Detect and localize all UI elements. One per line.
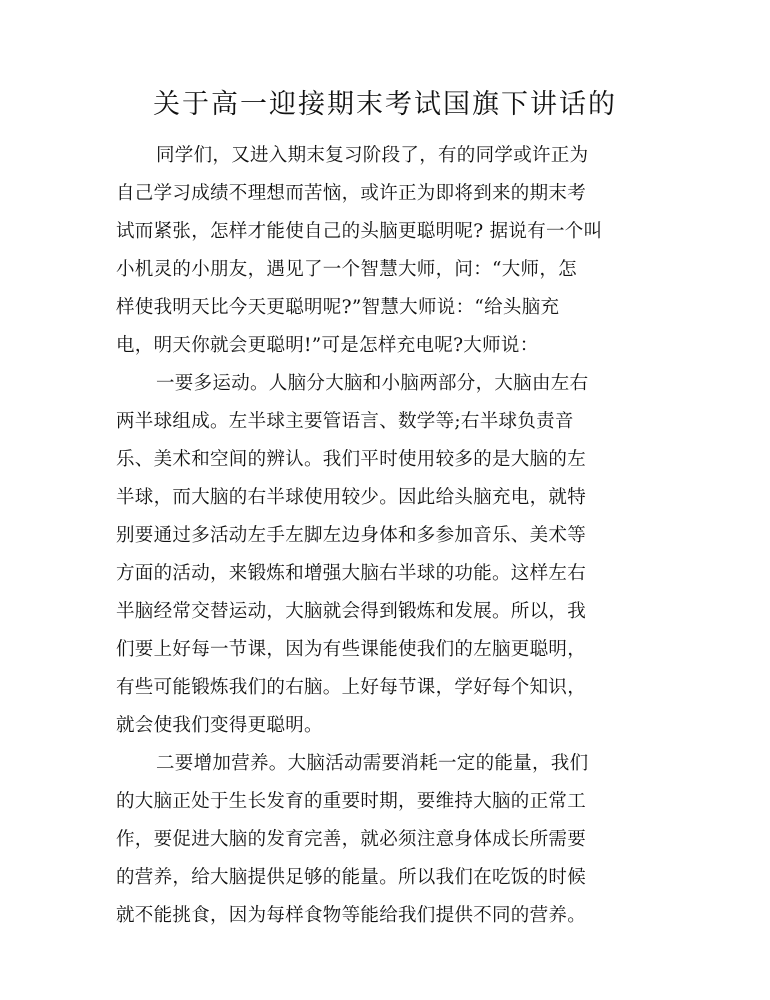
paragraph-nutrition bbox=[116, 745, 661, 935]
text-line: 有些可能锻炼我们的右脑。上好每节课，学好每个知识， bbox=[116, 677, 587, 698]
paragraph-exercise bbox=[116, 365, 661, 745]
text-line: 样使我明天比今天更聪明呢?”智慧大师说：“给头脑充 bbox=[116, 297, 560, 318]
text-line: 半脑经常交替运动，大脑就会得到锻炼和发展。所以，我 bbox=[116, 601, 587, 622]
text-line: 就会使我们变得更聪明。 bbox=[116, 715, 323, 736]
text-line: 乐、美术和空间的辨认。我们平时使用较多的是大脑的左 bbox=[116, 449, 587, 470]
text-line: 二要增加营养。大脑活动需要消耗一定的能量，我们 bbox=[156, 753, 589, 774]
text-line: 的大脑正处于生长发育的重要时期，要维持大脑的正常工 bbox=[116, 791, 587, 812]
document-body bbox=[116, 137, 661, 935]
text-line: 别要通过多活动左手左脚左边身体和多参加音乐、美术等 bbox=[116, 525, 587, 546]
text-line: 作，要促进大脑的发育完善，就必须注意身体成长所需要 bbox=[116, 829, 587, 850]
text-line: 两半球组成。左半球主要管语言、数学等;右半球负责音 bbox=[116, 411, 574, 432]
text-line: 的营养，给大脑提供足够的能量。所以我们在吃饭的时候 bbox=[116, 867, 587, 888]
text-line: 电，明天你就会更聪明!”可是怎样充电呢?大师说： bbox=[116, 335, 539, 356]
text-line: 就不能挑食，因为每样食物等能给我们提供不同的营养。 bbox=[116, 905, 587, 926]
text-line: 自己学习成绩不理想而苦恼，或许正为即将到来的期末考 bbox=[116, 183, 587, 204]
text-line: 同学们，又进入期末复习阶段了，有的同学或许正为 bbox=[156, 145, 589, 166]
text-line: 半球，而大脑的右半球使用较少。因此给头脑充电，就特 bbox=[116, 487, 587, 508]
text-line: 方面的活动，来锻炼和增强大脑右半球的功能。这样左右 bbox=[116, 563, 587, 584]
text-line: 一要多运动。人脑分大脑和小脑两部分，大脑由左右 bbox=[156, 373, 589, 394]
document-title: 关于高一迎接期末考试国旗下讲话的 bbox=[153, 89, 617, 120]
paragraph-intro bbox=[116, 137, 661, 365]
text-line: 们要上好每一节课，因为有些课能使我们的左脑更聪明， bbox=[116, 639, 587, 660]
text-line: 试而紧张，怎样才能使自己的头脑更聪明呢? 据说有一个叫 bbox=[116, 221, 603, 242]
text-line: 小机灵的小朋友，遇见了一个智慧大师，问：“大师，怎 bbox=[116, 259, 577, 280]
